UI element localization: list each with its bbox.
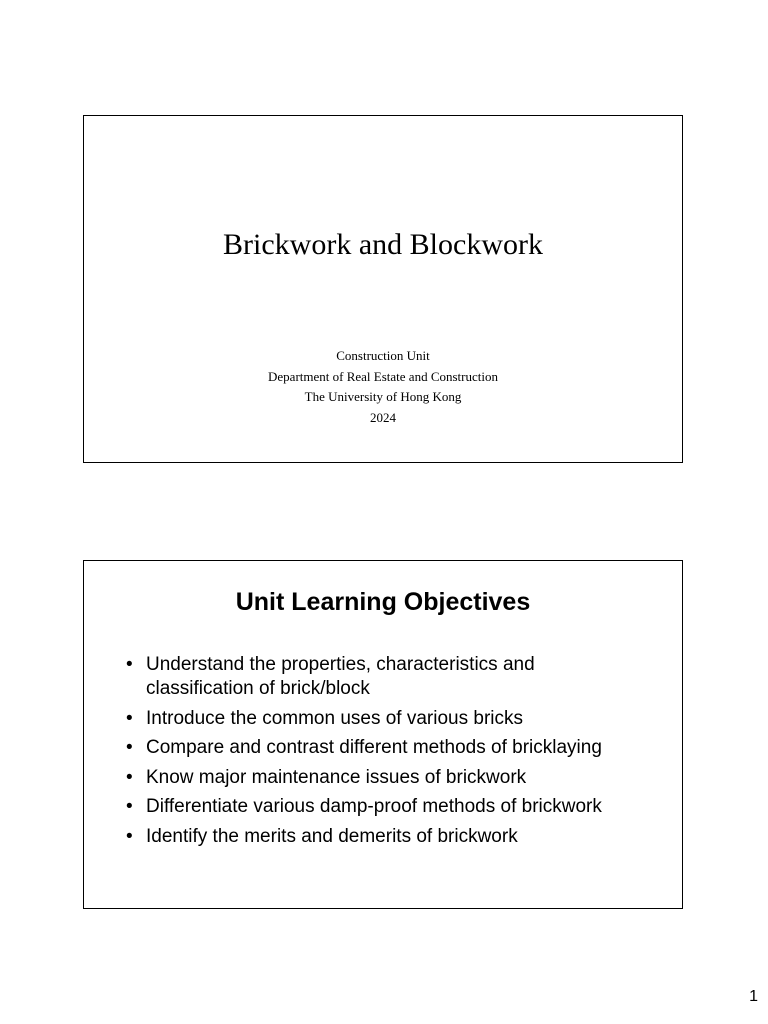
bullet-icon: • — [126, 796, 133, 817]
list-item-text: Compare and contrast different methods of bricklaying — [146, 737, 602, 758]
slide-title: Brickwork and Blockwork — [223, 228, 543, 261]
list-item — [126, 653, 646, 701]
bullet-icon: • — [126, 825, 133, 847]
subtitle-line-unit: Construction Unit — [336, 348, 430, 363]
bullet-icon: • — [126, 654, 133, 675]
title-slide — [83, 115, 683, 463]
bullet-icon: • — [126, 766, 133, 788]
objectives-list — [126, 653, 646, 854]
objectives-title: Unit Learning Objectives — [235, 588, 531, 616]
list-item — [126, 707, 646, 731]
bullet-icon: • — [126, 737, 133, 758]
list-item-text: Differentiate various damp-proof methods of brickwork — [146, 796, 602, 817]
list-item-text: Introduce the common uses of various bricks — [146, 707, 524, 729]
slide-subtitle — [84, 346, 682, 428]
list-item — [126, 825, 646, 849]
subtitle-line-department: Department of Real Estate and Construction — [268, 368, 498, 384]
list-item — [126, 736, 646, 760]
bullet-icon: • — [126, 707, 133, 729]
page-number: 1 — [749, 988, 758, 1005]
list-item — [126, 766, 646, 790]
list-item — [126, 795, 646, 819]
list-item-text: Understand the properties, characteristics and classification of brick/block — [146, 654, 535, 699]
subtitle-line-university: The University of Hong Kong — [304, 389, 462, 404]
subtitle-line-year: 2024 — [370, 409, 396, 425]
list-item-text: Identify the merits and demerits of brickwork — [146, 825, 518, 847]
objectives-slide — [83, 560, 683, 909]
list-item-text: Know major maintenance issues of brickwork — [146, 766, 527, 788]
